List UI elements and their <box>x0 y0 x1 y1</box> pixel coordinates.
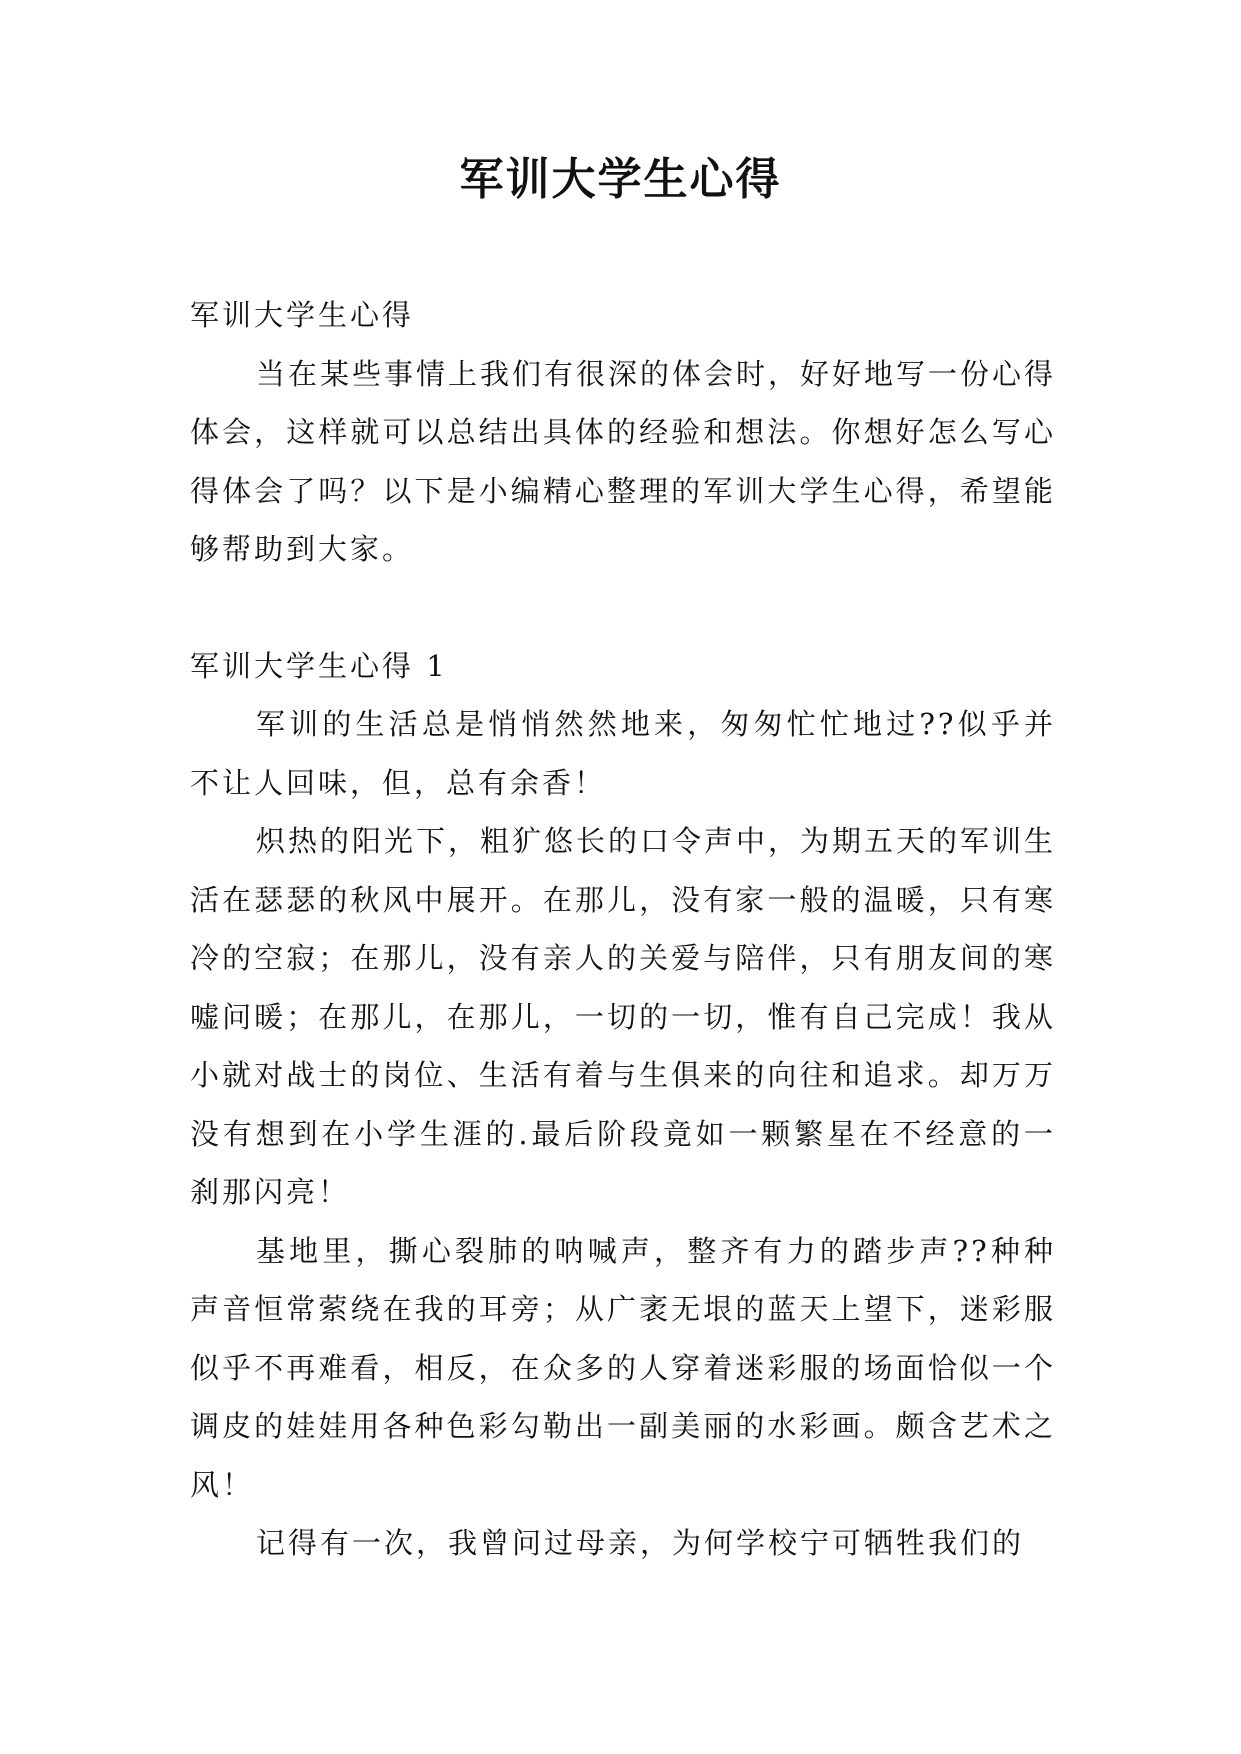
document-body <box>190 286 1056 1573</box>
section-heading: 军训大学生心得 1 <box>190 648 448 683</box>
intro-paragraph: 当在某些事情上我们有很深的体会时，好好地写一份心得体会，这样就可以总结出具体的经验和想法。你想好怎么写心得体会了吗？以下是小编精心整理的军训大学生心得，希望能够帮助到大家。 <box>190 356 1057 566</box>
paragraph-spacer <box>190 579 1056 637</box>
body-paragraph-2: 炽热的阳光下，粗犷悠长的口令声中，为期五天的军训生活在瑟瑟的秋风中展开。在那儿，没有家一般的温暖，只有寒冷的空寂；在那儿，没有亲人的关爱与陪伴，只有朋友间的寒嘘问暖；在那儿，在那儿，一切的一切，惟有自己完成！我从小就对战士的岗位、生活有着与生俱来的向往和追求。却万万没有想到在小学生涯的.最后阶段竟如一颗繁星在不经意的一刹那闪亮！ <box>190 824 1057 1209</box>
body-paragraph-3: 基地里，撕心裂肺的呐喊声，整齐有力的踏步声??种种声音恒常萦绕在我的耳旁；从广袤无垠的蓝天上望下，迷彩服似乎不再难看，相反，在众多的人穿着迷彩服的场面恰似一个调皮的娃娃用各种色彩勾勒出一副美丽的水彩画。颇含艺术之风！ <box>190 1233 1056 1502</box>
document-subtitle: 军训大学生心得 <box>190 298 415 332</box>
document-title: 军训大学生心得 <box>459 154 782 205</box>
body-paragraph-1: 军训的生活总是悄悄然然地来，匆匆忙忙地过??似乎并不让人回味，但，总有余香！ <box>190 707 1056 800</box>
body-paragraph-4: 记得有一次，我曾问过母亲，为何学校宁可牺牲我们的 <box>256 1526 1025 1560</box>
